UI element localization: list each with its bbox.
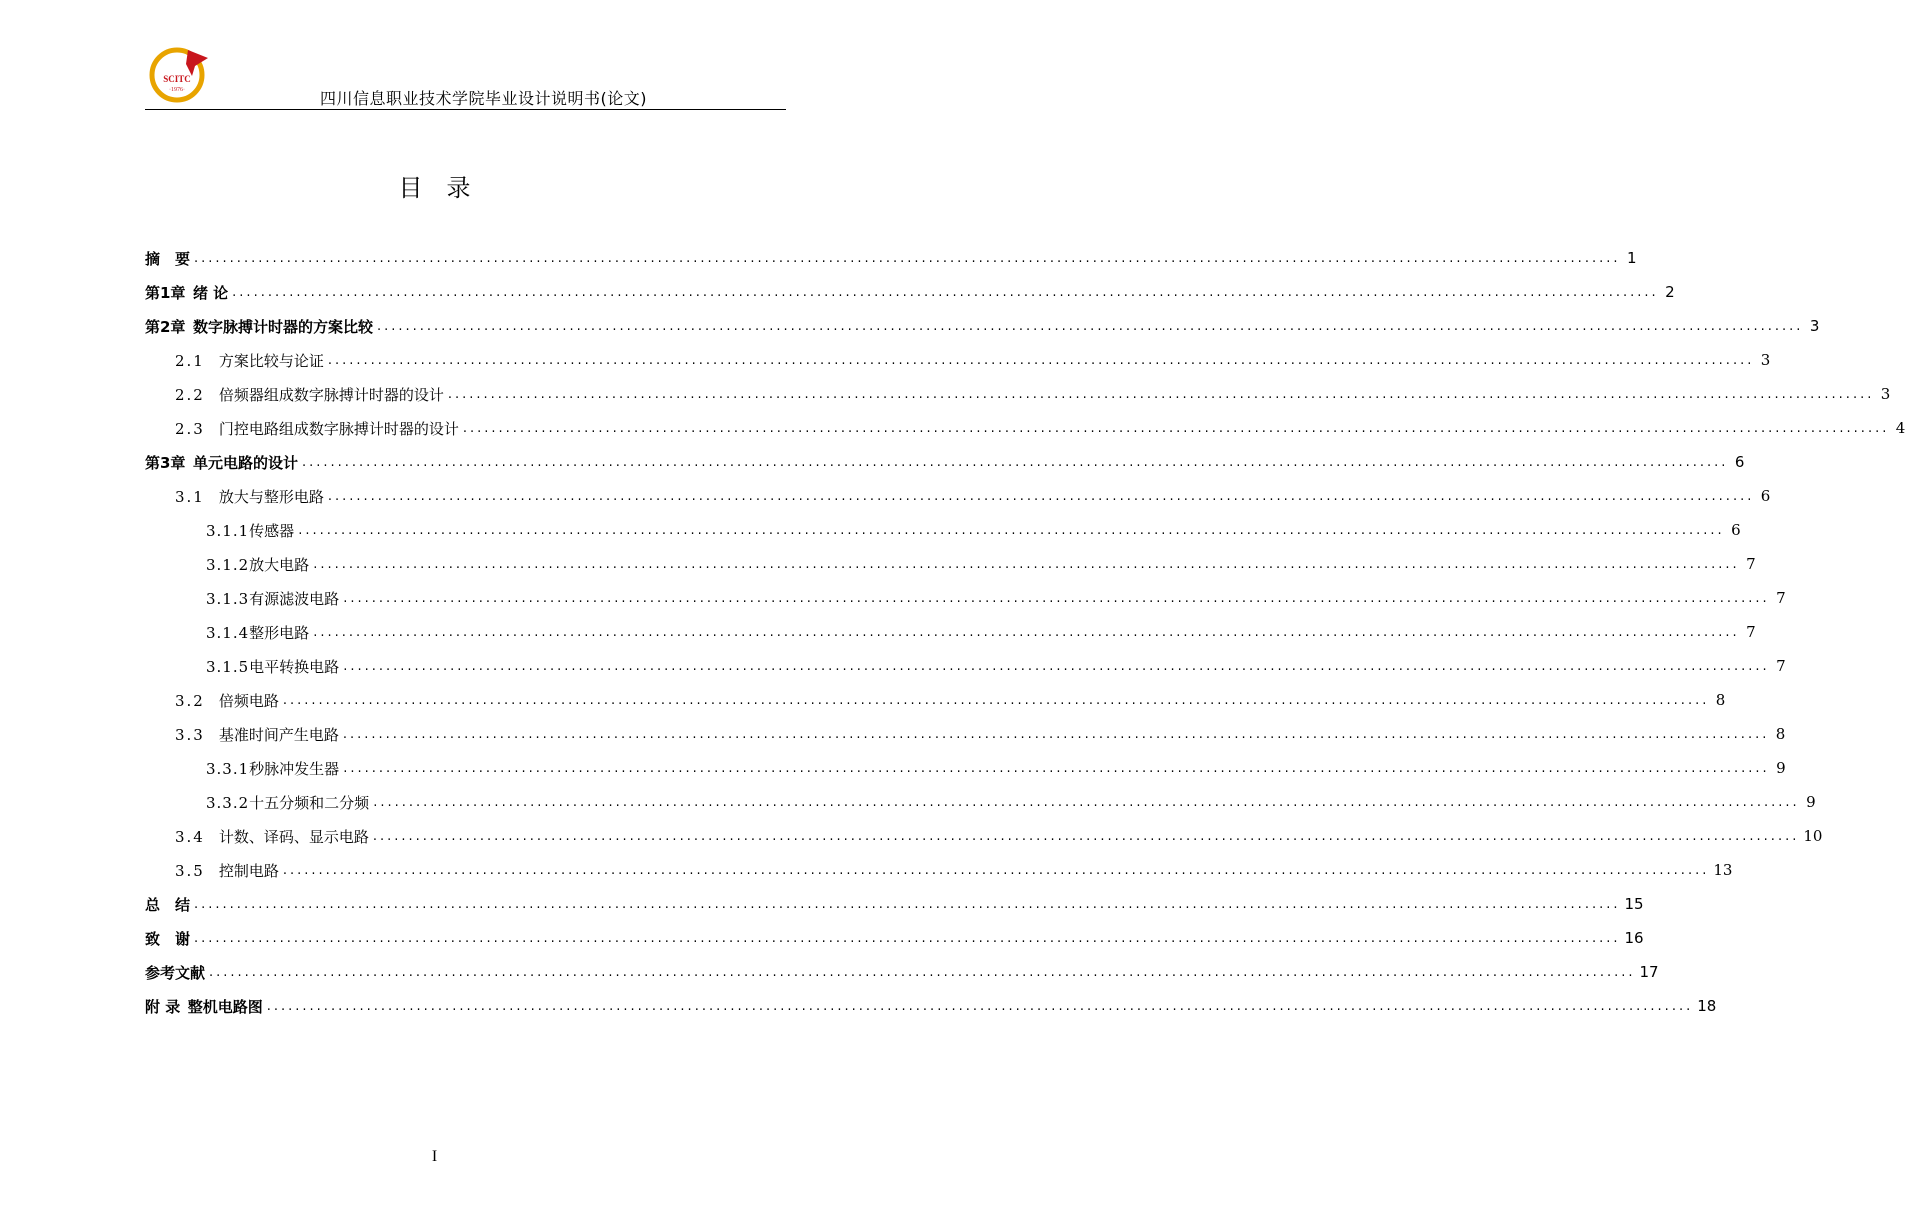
toc-entry[interactable]: [145, 955, 1659, 989]
toc-entry-page: 3: [1809, 317, 1820, 335]
toc-entry-label: [206, 758, 339, 779]
toc-entry[interactable]: [206, 615, 1756, 649]
toc-entry-title: 有源滤波电路: [249, 589, 340, 608]
toc-entry-number: 3.3.2: [206, 793, 250, 812]
toc-entry-title: 绪 论: [192, 283, 229, 302]
toc-entry[interactable]: [145, 241, 1637, 275]
toc-entry-page: 9: [1806, 793, 1816, 811]
toc-dot-leader: ........................................................................................................................................................................................................: [313, 624, 1740, 640]
toc-entry-page: 7: [1776, 657, 1786, 675]
toc-dot-leader: ........................................................................................................................................................................................................: [194, 930, 1621, 946]
toc-dot-leader: ........................................................................................................................................................................................................: [266, 998, 1694, 1014]
toc-entry-title: 传感器: [249, 521, 295, 540]
toc-entry[interactable]: [145, 921, 1644, 955]
toc-entry[interactable]: [175, 377, 1891, 411]
toc-entry[interactable]: [206, 547, 1756, 581]
toc-entry-number: 3.1.3: [206, 589, 250, 608]
toc-entry-title: 整形电路: [249, 623, 310, 642]
toc-entry-number: 3.1.1: [206, 521, 250, 540]
toc-entry-title: 总 结: [145, 895, 191, 914]
toc-dot-leader: ........................................................................................................................................................................................................: [462, 420, 1890, 436]
toc-entry-page: 1: [1626, 249, 1637, 267]
toc-entry-label: [206, 588, 339, 609]
toc-entry-number: 第2章: [145, 317, 186, 336]
toc-entry-label: [145, 928, 190, 949]
toc-entry[interactable]: [175, 343, 1771, 377]
toc-dot-leader: ........................................................................................................................................................................................................: [301, 454, 1729, 470]
toc-entry-title: 十五分频和二分频: [249, 793, 370, 812]
toc-dot-leader: ........................................................................................................................................................................................................: [194, 250, 1621, 266]
toc-entry-page: 16: [1624, 929, 1644, 947]
toc-entry-label: [206, 520, 294, 541]
toc-entry-number: 3.1: [175, 487, 205, 506]
toc-entry-page: 3: [1880, 385, 1891, 403]
toc-entry-label: [175, 418, 459, 439]
toc-entry-title: 致 谢: [145, 929, 191, 948]
toc-entry-page: 7: [1746, 623, 1756, 641]
toc-entry-label: [175, 826, 369, 847]
toc-entry-page: 3: [1760, 351, 1771, 369]
toc-entry[interactable]: [206, 581, 1786, 615]
toc-entry[interactable]: [175, 683, 1726, 717]
toc-entry-page: 10: [1803, 827, 1823, 845]
toc-entry-title: 电平转换电路: [249, 657, 340, 676]
page-title: 目录: [398, 174, 495, 202]
toc-entry-label: [175, 860, 279, 881]
toc-entry-label: [206, 792, 369, 813]
toc-entry-title: 基准时间产生电路: [218, 725, 339, 744]
toc-entry-label: [145, 996, 263, 1017]
toc-entry-page: 18: [1697, 997, 1717, 1015]
toc-entry-label: [206, 554, 309, 575]
toc-entry[interactable]: [175, 853, 1733, 887]
toc-dot-leader: ........................................................................................................................................................................................................: [282, 692, 1710, 708]
toc-entry-number: 3.3.1: [206, 759, 250, 778]
toc-entry-label: [175, 350, 324, 371]
toc-dot-leader: ........................................................................................................................................................................................................: [209, 964, 1636, 980]
toc-dot-leader: ........................................................................................................................................................................................................: [298, 522, 1725, 538]
toc-entry-label: [145, 282, 228, 303]
toc-entry-title: 方案比较与论证: [218, 351, 324, 370]
toc-entry-page: 7: [1746, 555, 1756, 573]
logo-star: [186, 50, 208, 76]
toc-entry-number: 2.3: [175, 419, 205, 438]
toc-entry-number: 附 录: [145, 997, 181, 1016]
toc-entry-number: 2.2: [175, 385, 205, 404]
toc-entry-number: 第1章: [145, 283, 186, 302]
toc-entry[interactable]: [206, 513, 1741, 547]
toc-entry[interactable]: [145, 887, 1644, 921]
toc-entry-page: 15: [1624, 895, 1644, 913]
toc-dot-leader: ........................................................................................................................................................................................................: [313, 556, 1740, 572]
toc-entry[interactable]: [206, 785, 1816, 819]
toc-entry-title: 计数、译码、显示电路: [218, 827, 369, 846]
toc-entry-title: 倍频电路: [218, 691, 279, 710]
toc-entry-label: [206, 622, 309, 643]
toc-entry-label: [145, 962, 205, 983]
toc-dot-leader: ........................................................................................................................................................................................................: [232, 284, 1659, 300]
toc-entry-title: 秒脉冲发生器: [249, 759, 340, 778]
toc-entry[interactable]: [145, 275, 1675, 309]
toc-entry-title: 倍频器组成数字脉搏计时器的设计: [218, 385, 444, 404]
toc-dot-leader: ........................................................................................................................................................................................................: [372, 828, 1800, 844]
toc-entry-title: 门控电路组成数字脉搏计时器的设计: [218, 419, 459, 438]
toc-dot-leader: ........................................................................................................................................................................................................: [343, 760, 1770, 776]
toc-entry-page: 7: [1776, 589, 1786, 607]
toc-entry-number: 3.1.2: [206, 555, 250, 574]
toc-entry-page: 6: [1731, 521, 1741, 539]
toc-entry-number: 3.3: [175, 725, 205, 744]
toc-entry-label: [145, 452, 298, 473]
toc-dot-leader: ........................................................................................................................................................................................................: [376, 318, 1804, 334]
toc-entry-title: 控制电路: [218, 861, 279, 880]
toc-entry[interactable]: [175, 819, 1823, 853]
header-title: 四川信息职业技术学院毕业设计说明书(论文): [320, 89, 647, 108]
toc-entry-label: [145, 894, 190, 915]
toc-entry-label: [206, 656, 339, 677]
header-divider: [145, 109, 786, 110]
toc-dot-leader: ........................................................................................................................................................................................................: [342, 726, 1770, 742]
toc-entry[interactable]: [206, 751, 1786, 785]
toc-entry[interactable]: [175, 411, 1905, 445]
toc-dot-leader: ........................................................................................................................................................................................................: [373, 794, 1800, 810]
toc-entry[interactable]: [145, 989, 1717, 1023]
page-number: I: [431, 1148, 438, 1165]
toc-entry[interactable]: [175, 717, 1786, 751]
toc-entry-title: 放大电路: [249, 555, 310, 574]
toc-entry-page: 6: [1734, 453, 1745, 471]
toc-entry-label: [175, 724, 339, 745]
toc-entry-page: 9: [1776, 759, 1786, 777]
toc-entry-label: [145, 248, 190, 269]
toc-entry-label: [175, 486, 324, 507]
toc-dot-leader: ........................................................................................................................................................................................................: [194, 896, 1621, 912]
logo-text: SCITC: [163, 74, 191, 84]
toc-entry-page: 4: [1895, 419, 1905, 437]
logo-year: ·1976·: [169, 87, 185, 93]
toc-entry[interactable]: [145, 445, 1745, 479]
toc-entry-title: 数字脉搏计时器的方案比较: [192, 317, 373, 336]
toc-entry-page: 8: [1715, 691, 1726, 709]
toc-entry-number: 2.1: [175, 351, 205, 370]
toc-entry-number: 3.5: [175, 861, 205, 880]
toc-entry-title: 参考文献: [145, 963, 206, 982]
toc-entry-title: 单元电路的设计: [192, 453, 298, 472]
toc-entry-page: 2: [1665, 283, 1675, 301]
toc-entry-number: 3.2: [175, 691, 205, 710]
toc-entry-label: [175, 690, 279, 711]
toc-entry-number: 3.4: [175, 827, 205, 846]
toc-entry-title: 摘 要: [145, 249, 191, 268]
toc-entry[interactable]: [175, 479, 1771, 513]
toc-entry-label: [175, 384, 444, 405]
toc-entry-label: [145, 316, 373, 337]
toc-dot-leader: ........................................................................................................................................................................................................: [343, 590, 1770, 606]
toc-entry-page: 13: [1713, 861, 1733, 879]
toc-entry-page: 6: [1760, 487, 1771, 505]
toc-dot-leader: ........................................................................................................................................................................................................: [447, 386, 1875, 402]
toc-dot-leader: ........................................................................................................................................................................................................: [343, 658, 1770, 674]
toc-entry-page: 17: [1639, 963, 1659, 981]
college-logo: [148, 44, 210, 102]
toc-entry-page: 8: [1775, 725, 1786, 743]
toc-dot-leader: ........................................................................................................................................................................................................: [327, 488, 1755, 504]
toc-entry-title: 放大与整形电路: [218, 487, 324, 506]
toc-entry[interactable]: [145, 309, 1820, 343]
toc-entry-number: 3.1.4: [206, 623, 250, 642]
toc-dot-leader: ........................................................................................................................................................................................................: [327, 352, 1755, 368]
toc-dot-leader: ........................................................................................................................................................................................................: [282, 862, 1710, 878]
toc-entry-title: 整机电路图: [187, 997, 263, 1016]
toc-entry-number: 3.1.5: [206, 657, 250, 676]
toc-entry[interactable]: [206, 649, 1786, 683]
toc-entry-number: 第3章: [145, 453, 186, 472]
